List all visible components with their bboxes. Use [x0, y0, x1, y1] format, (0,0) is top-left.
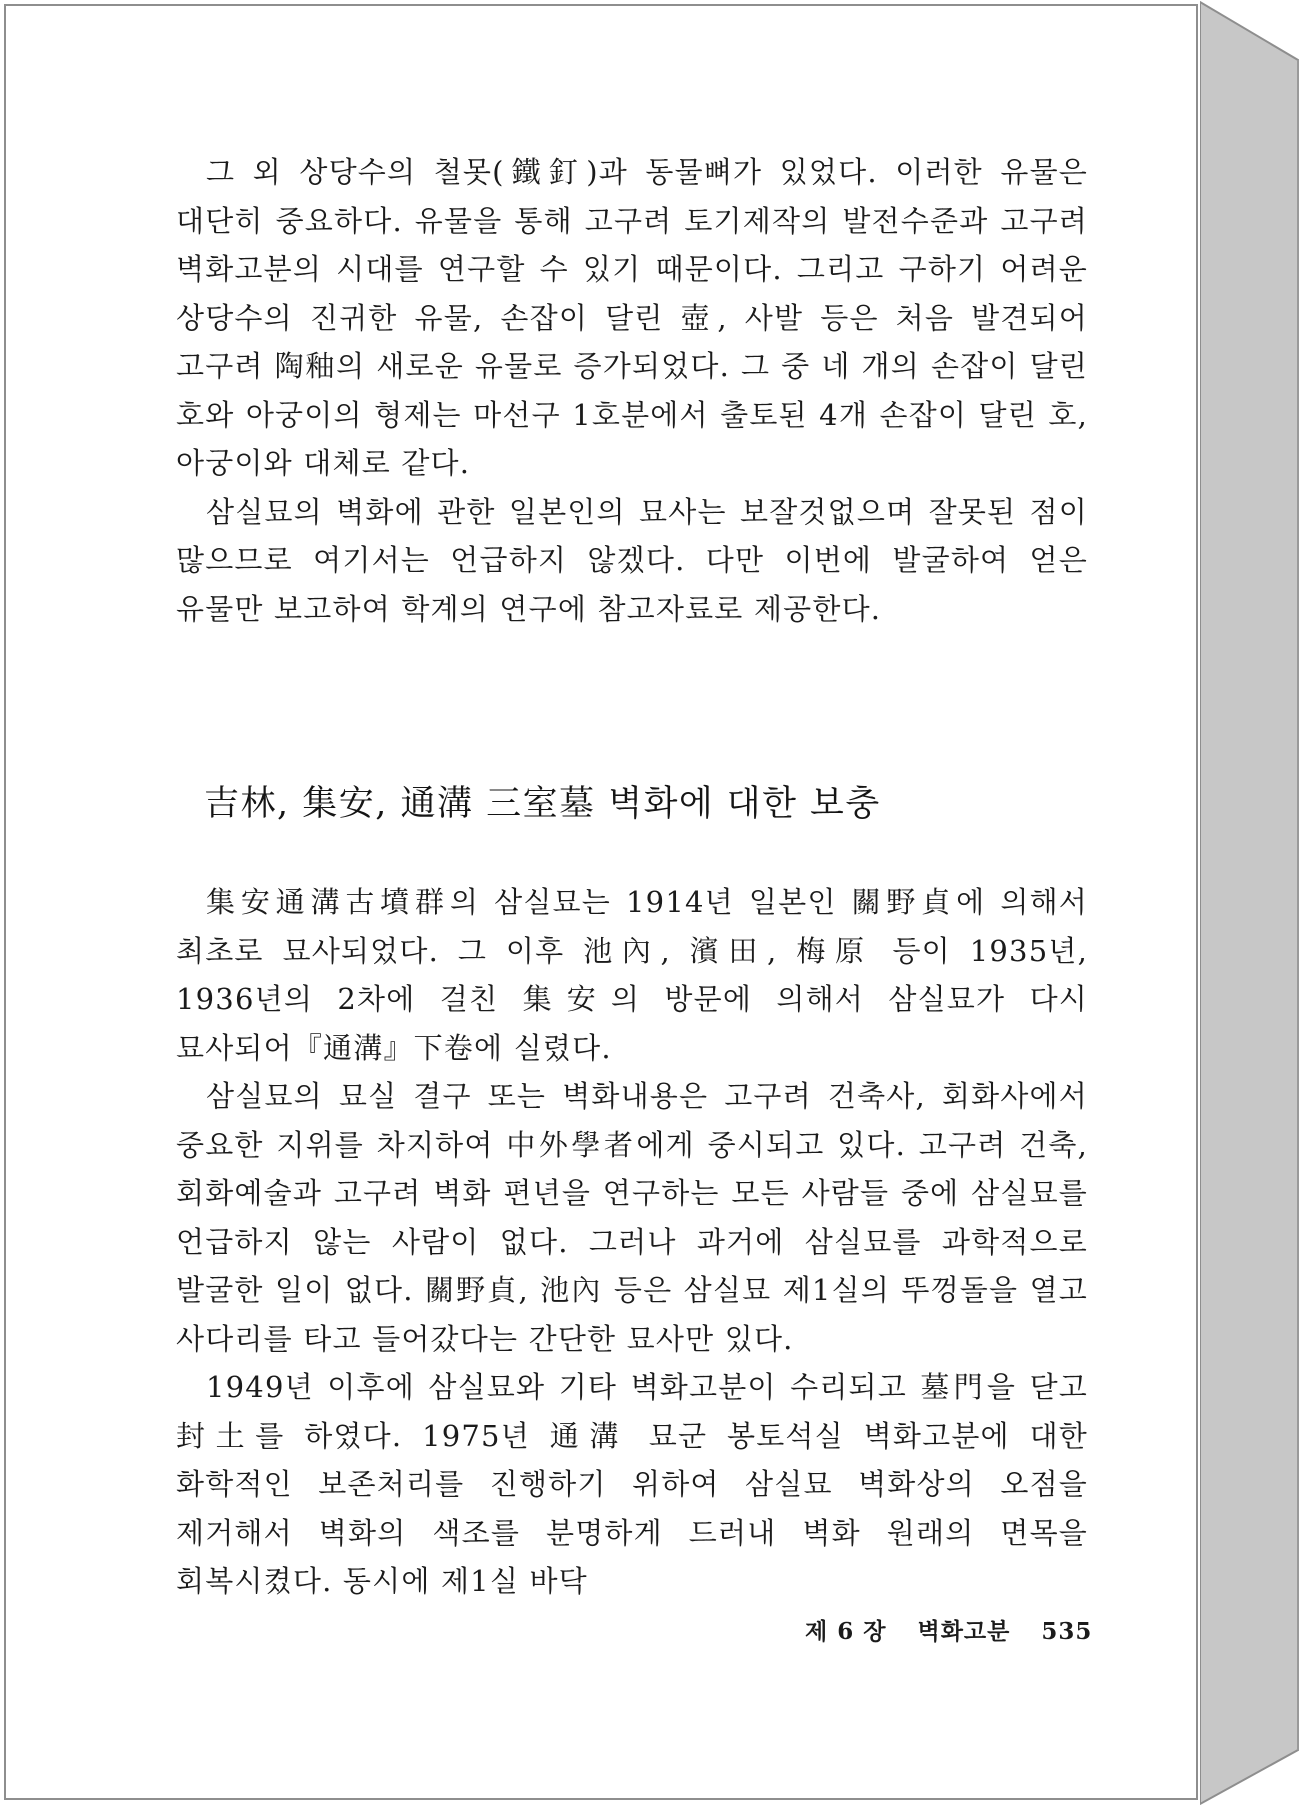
intro-paragraph-1: 그 외 상당수의 철못(鐵釘)과 동물뼈가 있었다. 이러한 유물은 대단히 중요하다. 유물을 통해 고구려 토기제작의 발전수준과 고구려 벽화고분의 시대를 연구할 수 있기 때문이다. 그리고 구하기 어려운 상당수의 진귀한 유물, 손잡이 달린 壺, 사발 등은 처음 발견되어 고구려 陶釉의 새로운 유물로 증가되었다. 그 중 네 개의 손잡이 달린 호와 아궁이의 형제는 마선구 1호분에서 출토된 4개 손잡이 달린 호, 아궁이와 대체로 같다.	[176, 155, 1088, 480]
chapter-title: 벽화고분	[917, 1618, 1011, 1645]
section-paragraph-2: 삼실묘의 묘실 결구 또는 벽화내용은 고구려 건축사, 회화사에서 중요한 지위를 차지하여 中外學者에게 중시되고 있다. 고구려 건축, 회화예술과 고구려 벽화 편년을 연구하는 모든 사람들 중에 삼실묘를 언급하지 않는 사람이 없다. 그러나 과거에 삼실묘를 과학적으로 발굴한 일이 없다. 關野貞, 池內 등은 삼실묘 제1실의 뚜껑돌을 열고 사다리를 타고 들어갔다는 간단한 묘사만 있다.	[176, 1079, 1088, 1356]
section-heading: 吉林, 集安, 通溝 三室墓 벽화에 대한 보충	[204, 784, 881, 824]
intro-paragraph-2: 삼실묘의 벽화에 관한 일본인의 묘사는 보잘것없으며 잘못된 점이 많으므로 여기서는 언급하지 않겠다. 다만 이번에 발굴하여 얻은 유물만 보고하여 학계의 연구에 참고자료로 제공한다.	[176, 494, 1088, 626]
book-side-edge	[1200, 0, 1305, 1806]
section-paragraph-1: 集安通溝古墳群의 삼실묘는 1914년 일본인 關野貞에 의해서 최초로 묘사되었다. 그 이후 池內, 濱田, 梅原 등이 1935년, 1936년의 2차에 걸친 集安의 방문에 의해서 삼실묘가 다시 묘사되어『通溝』下卷에 실렸다.	[176, 885, 1088, 1065]
page-number: 535	[1041, 1618, 1093, 1645]
page-footer	[805, 1613, 1092, 1646]
section-paragraph-3: 1949년 이후에 삼실묘와 기타 벽화고분이 수리되고 墓門을 닫고 封土를 하였다. 1975년 通溝 묘군 봉토석실 벽화고분에 대한 화학적인 보존처리를 진행하기 위하여 삼실묘 벽화상의 오점을 제거해서 벽화의 색조를 분명하게 드러내 벽화 원래의 면목을 회복시켰다. 동시에 제1실 바닥	[176, 1370, 1088, 1598]
intro-section	[176, 148, 1088, 633]
chapter-label: 제 6 장	[805, 1618, 887, 1645]
section-body	[176, 878, 1088, 1606]
